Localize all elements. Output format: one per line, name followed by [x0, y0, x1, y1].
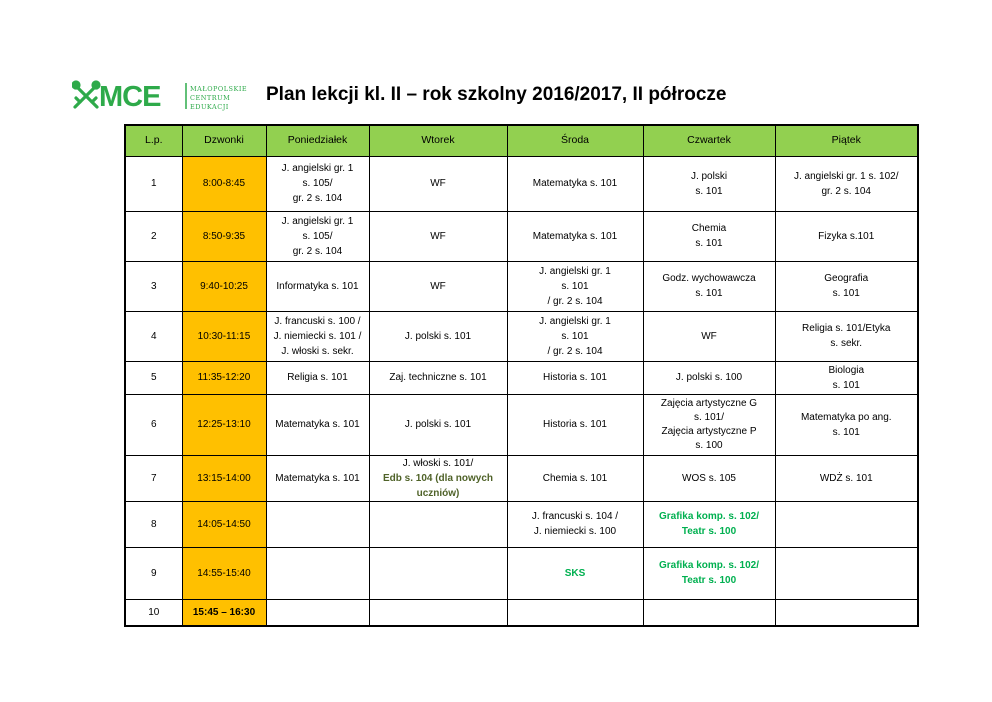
cell-wtorek [369, 501, 507, 547]
cell-poniedzialek [266, 599, 369, 626]
cell-wtorek: WF [369, 261, 507, 311]
cell-wtorek [369, 455, 507, 501]
cell-sroda: Historia s. 101 [507, 361, 643, 394]
cell-poniedzialek: Informatyka s. 101 [266, 261, 369, 311]
cell-czwartek [643, 599, 775, 626]
cell-wtorek-edb: Edb s. 104 (dla nowych uczniów) [382, 472, 494, 499]
page-title: Plan lekcji kl. II – rok szkolny 2016/2017, II półrocze [266, 84, 727, 105]
cell-czwartek: WF [643, 311, 775, 361]
cell-dzwonki: 15:45 – 16:30 [182, 599, 266, 626]
logo-line2: Centrum [190, 94, 231, 102]
header-wtorek: Wtorek [369, 125, 507, 156]
table-row [125, 261, 918, 311]
cell-lp: 4 [125, 311, 182, 361]
cell-lp: 3 [125, 261, 182, 311]
cell-sroda: J. francuski s. 104 / J. niemiecki s. 100 [507, 501, 643, 547]
cell-piatek [775, 547, 918, 599]
cell-dzwonki: 9:40-10:25 [182, 261, 266, 311]
cell-sroda: Matematyka s. 101 [507, 156, 643, 211]
cell-piatek: J. angielski gr. 1 s. 102/ gr. 2 s. 104 [775, 156, 918, 211]
cell-sroda: J. angielski gr. 1 s. 101 / gr. 2 s. 104 [507, 261, 643, 311]
cell-wtorek: J. polski s. 101 [369, 394, 507, 455]
cell-czwartek: J. polski s. 100 [643, 361, 775, 394]
table-row [125, 156, 918, 211]
cell-poniedzialek: Matematyka s. 101 [266, 455, 369, 501]
cell-poniedzialek [266, 547, 369, 599]
cell-lp: 9 [125, 547, 182, 599]
cell-sroda: SKS [507, 547, 643, 599]
cell-dzwonki: 8:00-8:45 [182, 156, 266, 211]
cell-wtorek: Zaj. techniczne s. 101 [369, 361, 507, 394]
cell-sroda: Chemia s. 101 [507, 455, 643, 501]
header-piatek: Piątek [775, 125, 918, 156]
header-czwartek: Czwartek [643, 125, 775, 156]
cell-czwartek: WOS s. 105 [643, 455, 775, 501]
cell-piatek: Geografia s. 101 [775, 261, 918, 311]
table-row [125, 211, 918, 261]
cell-poniedzialek [266, 501, 369, 547]
cell-wtorek: WF [369, 211, 507, 261]
mce-logo [72, 80, 258, 112]
header-sroda: Środa [507, 125, 643, 156]
cell-wtorek [369, 599, 507, 626]
cell-poniedzialek: Matematyka s. 101 [266, 394, 369, 455]
cell-lp: 10 [125, 599, 182, 626]
cell-dzwonki: 12:25-13:10 [182, 394, 266, 455]
cell-czwartek: Grafika komp. s. 102/ Teatr s. 100 [643, 547, 775, 599]
header-dzwonki: Dzwonki [182, 125, 266, 156]
logo-line3: Edukacji [190, 103, 229, 111]
cell-sroda: J. angielski gr. 1 s. 101 / gr. 2 s. 104 [507, 311, 643, 361]
cell-dzwonki: 14:55-15:40 [182, 547, 266, 599]
header-lp: L.p. [125, 125, 182, 156]
table-row [125, 361, 918, 394]
cell-piatek: Biologia s. 101 [775, 361, 918, 394]
cell-dzwonki: 8:50-9:35 [182, 211, 266, 261]
cell-sroda: Historia s. 101 [507, 394, 643, 455]
logo-mce-text: MCE [99, 81, 161, 112]
cell-dzwonki: 11:35-12:20 [182, 361, 266, 394]
cell-lp: 5 [125, 361, 182, 394]
cell-czwartek: Grafika komp. s. 102/ Teatr s. 100 [643, 501, 775, 547]
cell-piatek: Religia s. 101/Etyka s. sekr. [775, 311, 918, 361]
cell-dzwonki: 14:05-14:50 [182, 501, 266, 547]
cell-wtorek [369, 547, 507, 599]
cell-lp: 8 [125, 501, 182, 547]
cell-wtorek: J. polski s. 101 [369, 311, 507, 361]
table-row [125, 455, 918, 501]
cell-lp: 7 [125, 455, 182, 501]
cell-dzwonki: 13:15-14:00 [182, 455, 266, 501]
cell-czwartek: Godz. wychowawcza s. 101 [643, 261, 775, 311]
cell-wtorek-line: J. włoski s. 101/ [402, 457, 474, 469]
cell-sroda [507, 599, 643, 626]
crossed-keys-icon [73, 82, 99, 107]
cell-piatek: Matematyka po ang. s. 101 [775, 394, 918, 455]
cell-lp: 1 [125, 156, 182, 211]
cell-piatek: Fizyka s.101 [775, 211, 918, 261]
table-row [125, 599, 918, 626]
cell-piatek [775, 501, 918, 547]
cell-lp: 6 [125, 394, 182, 455]
cell-czwartek: J. polski s. 101 [643, 156, 775, 211]
cell-poniedzialek: J. angielski gr. 1 s. 105/ gr. 2 s. 104 [266, 156, 369, 211]
cell-piatek: WDŻ s. 101 [775, 455, 918, 501]
table-row [125, 501, 918, 547]
timetable [124, 124, 919, 627]
cell-lp: 2 [125, 211, 182, 261]
logo-line1: Małopolskie [190, 85, 248, 93]
table-row [125, 311, 918, 361]
cell-poniedzialek: J. francuski s. 100 / J. niemiecki s. 101 / J. włoski s. sekr. [266, 311, 369, 361]
cell-poniedzialek: J. angielski gr. 1 s. 105/ gr. 2 s. 104 [266, 211, 369, 261]
cell-piatek [775, 599, 918, 626]
table-row [125, 394, 918, 455]
table-row [125, 547, 918, 599]
cell-wtorek: WF [369, 156, 507, 211]
cell-sroda: Matematyka s. 101 [507, 211, 643, 261]
header-row [125, 125, 918, 156]
cell-czwartek: Zajęcia artystyczne G s. 101/ Zajęcia artystyczne P s. 100 [643, 394, 775, 455]
cell-czwartek: Chemia s. 101 [643, 211, 775, 261]
header-poniedzialek: Poniedziałek [266, 125, 369, 156]
cell-poniedzialek: Religia s. 101 [266, 361, 369, 394]
cell-dzwonki: 10:30-11:15 [182, 311, 266, 361]
